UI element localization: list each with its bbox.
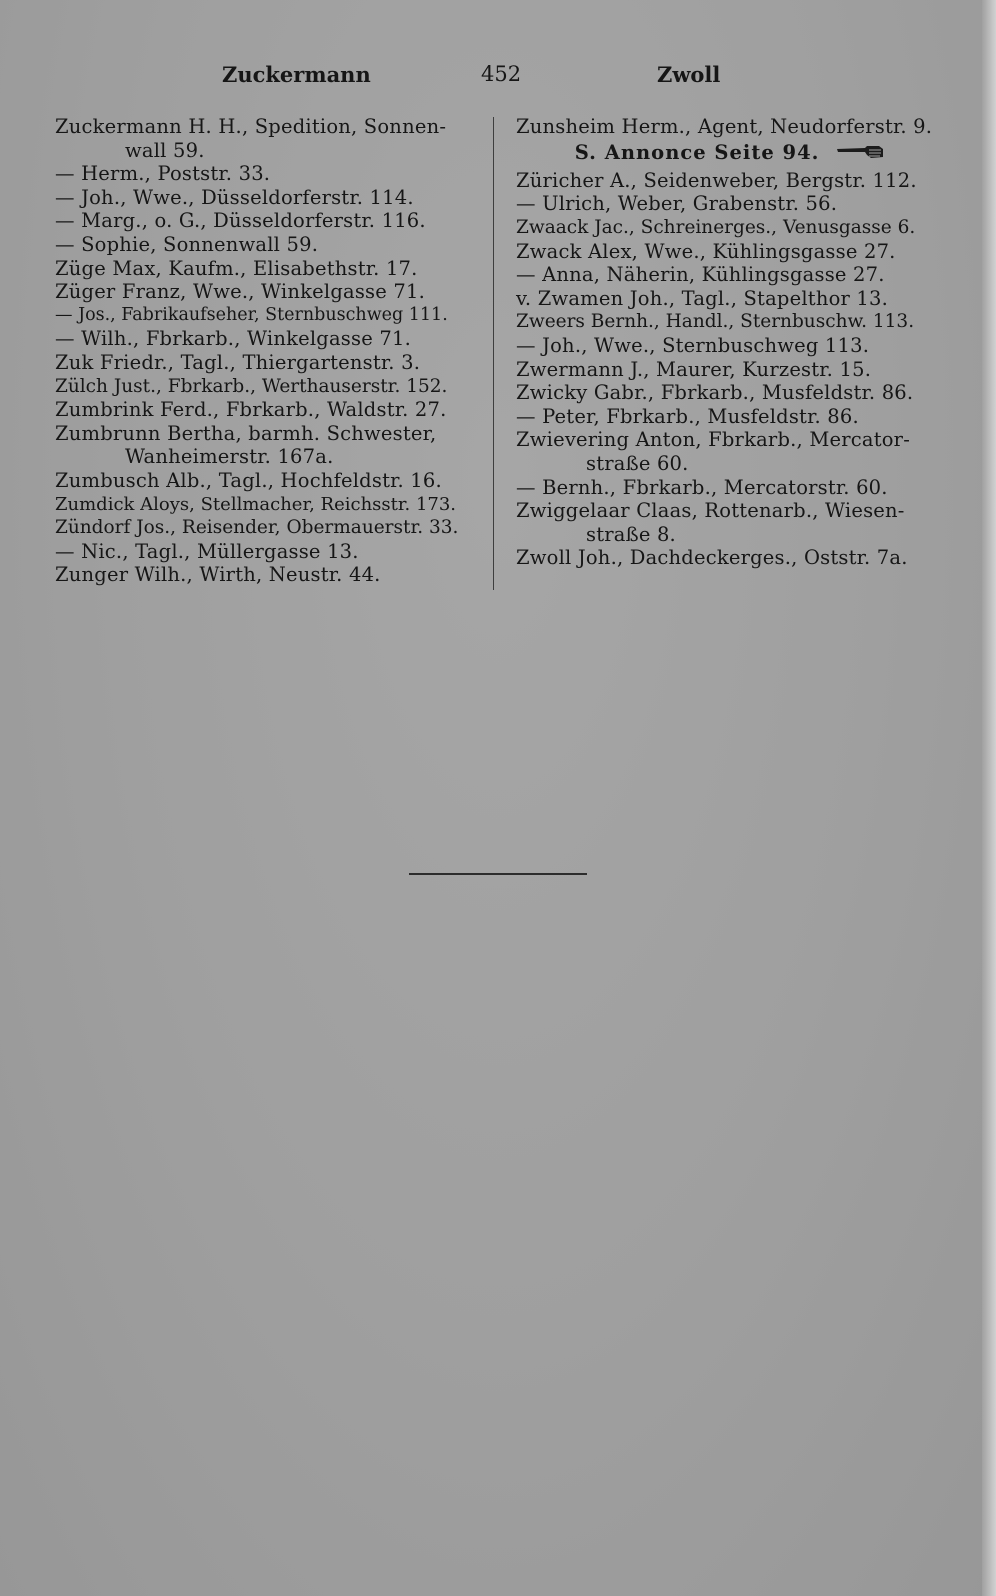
- right-column: [516, 115, 944, 570]
- list-item: — Nic., Tagl., Müllergasse 13.: [55, 539, 359, 563]
- list-item: Zunger Wilh., Wirth, Neustr. 44.: [55, 563, 381, 587]
- list-item-continuation: straße 60.: [586, 452, 689, 476]
- list-item: Zwiggelaar Claas, Rottenarb., Wiesen-: [516, 499, 905, 523]
- list-item: — Joh., Wwe., Sternbuschweg 113.: [516, 334, 870, 358]
- header-right-keyword: Zwoll: [657, 62, 721, 87]
- header-left-keyword: Zuckermann: [222, 62, 371, 87]
- list-item: Zwermann J., Maurer, Kurzestr. 15.: [516, 357, 872, 381]
- list-item: — Ulrich, Weber, Grabenstr. 56.: [516, 192, 838, 216]
- list-item: Zwicky Gabr., Fbrkarb., Musfeldstr. 86.: [516, 381, 914, 405]
- list-item: — Anna, Näherin, Kühlingsgasse 27.: [516, 263, 885, 287]
- notice-text: S. Annonce Seite 94.: [574, 140, 820, 164]
- running-header: [0, 62, 996, 92]
- section-end-rule: [409, 873, 587, 875]
- list-item: — Marg., o. G., Düsseldorferstr. 116.: [55, 209, 426, 233]
- list-item: — Sophie, Sonnenwall 59.: [55, 232, 319, 256]
- list-item: — Bernh., Fbrkarb., Mercatorstr. 60.: [516, 475, 888, 499]
- list-item: — Joh., Wwe., Düsseldorferstr. 114.: [55, 185, 414, 209]
- list-item: Züricher A., Seidenweber, Bergstr. 112.: [516, 168, 917, 192]
- list-item: Zuk Friedr., Tagl., Thiergartenstr. 3.: [55, 350, 421, 374]
- list-item: Zündorf Jos., Reisender, Obermauerstr. 33.: [55, 517, 459, 539]
- list-item-continuation: wall 59.: [125, 138, 205, 162]
- list-item: Zumbusch Alb., Tagl., Hochfeldstr. 16.: [55, 468, 442, 492]
- left-column: [55, 115, 480, 587]
- list-item-continuation: Wanheimerstr. 167a.: [125, 445, 334, 469]
- list-item: v. Zwamen Joh., Tagl., Stapelthor 13.: [516, 286, 889, 310]
- list-item: Zwack Alex, Wwe., Kühlingsgasse 27.: [516, 239, 896, 263]
- list-item-continuation: straße 8.: [586, 522, 676, 546]
- list-item: — Herm., Poststr. 33.: [55, 162, 271, 186]
- page-number: 452: [481, 62, 522, 86]
- advertisement-notice: [516, 139, 944, 169]
- list-item: Züger Franz, Wwe., Winkelgasse 71.: [55, 280, 425, 304]
- list-item: Zweers Bernh., Handl., Sternbuschw. 113.: [516, 311, 915, 333]
- list-item: Zumbrunn Bertha, barmh. Schwester,: [55, 421, 437, 445]
- list-item: Zülch Just., Fbrkarb., Werthauserstr. 152.: [55, 375, 448, 397]
- list-item: Züge Max, Kaufm., Elisabethstr. 17.: [55, 256, 418, 280]
- list-item: Zumdick Aloys, Stellmacher, Reichsstr. 173.: [55, 493, 457, 515]
- list-item: Zumbrink Ferd., Fbrkarb., Waldstr. 27.: [55, 398, 447, 422]
- pointing-hand-icon: [835, 141, 885, 165]
- list-item: Zuckermann H. H., Spedition, Sonnen-: [55, 115, 447, 138]
- list-item: Zwaack Jac., Schreinerges., Venusgasse 6.: [516, 217, 916, 239]
- list-item: Zwievering Anton, Fbrkarb., Mercator-: [516, 428, 910, 452]
- page-edge: [982, 0, 996, 1596]
- list-item: — Peter, Fbrkarb., Musfeldstr. 86.: [516, 404, 859, 428]
- list-item: — Jos., Fabrikaufseher, Sternbuschweg 111.: [55, 304, 448, 325]
- list-item: Zwoll Joh., Dachdeckerges., Oststr. 7a.: [516, 546, 908, 570]
- list-item: Zunsheim Herm., Agent, Neudorferstr. 9.: [516, 115, 933, 138]
- list-item: — Wilh., Fbrkarb., Winkelgasse 71.: [55, 327, 411, 351]
- column-divider: [493, 117, 494, 590]
